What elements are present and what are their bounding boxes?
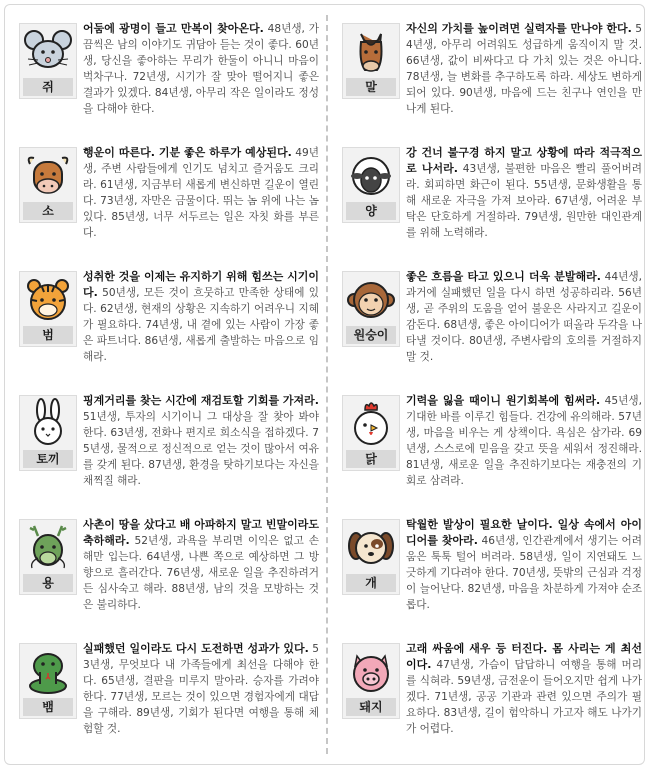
animal-label: 개 (346, 574, 396, 592)
fortune-card-tiger (19, 265, 319, 381)
horoscope-page (4, 4, 645, 765)
fortune-body: 47년생, 가슴이 답답하니 여행을 통해 머리를 식혀라. 59년생, 금전운이 들어오지만 쉽게 나가겠다. 71년생, 공공 기관과 관련 있으면 주의가 필요하다. 83년생, 길이 험악하니 가고자 해도 나가기가 어렵다. (406, 659, 642, 735)
fortune-text (342, 393, 642, 505)
fortune-text (19, 269, 319, 381)
animal-label: 말 (346, 78, 396, 96)
fortune-headline: 강 건너 불구경 하지 말고 상황에 따라 적극적으로 나서라. (406, 146, 642, 175)
fortune-headline: 탁월한 발상이 필요한 날이다. 일상 속에서 아이디어를 찾아라. (406, 518, 642, 547)
fortune-headline: 행운이 따른다. 기분 좋은 하루가 예상된다. (83, 146, 292, 159)
fortune-card-ox (19, 141, 319, 257)
animal-label: 원숭이 (346, 326, 396, 344)
animal-label: 돼지 (346, 698, 396, 716)
fortune-text (19, 145, 319, 257)
fortune-body: 51년생, 투자의 시기이니 그 대상을 잘 찾아 봐야 한다. 63년생, 전화나 편지로 희소식을 접하겠다. 75년생, 물적으로 정신적으로 얻는 것이 많아서 여유를 갖게 된다. 87년생, 환경을 탓하기보다는 자신을 채찍질 해라. (83, 411, 319, 487)
animal-label: 범 (23, 326, 73, 344)
fortune-body: 52년생, 과욕을 부리면 이익은 없고 손해만 입는다. 64년생, 나쁜 쪽으로 예상하면 그 방향으로 흘러간다. 76년생, 새로운 일을 추진하려거든 심사숙고 해라. 88년생, 남의 것을 모방하는 것은 불리하다. (83, 535, 319, 611)
fortune-body: 48년생, 가끔씩은 남의 이야기도 귀담아 듣는 것이 좋다. 60년생, 당신을 좋아하는 무리가 한둘이 아니니 마음이 벅차구나. 72년생, 시기가 잘 맞아 떨어지니 좋은 결과가 있겠다. 84년생, 아무리 작은 일이라도 정성을 다해야 한다. (83, 23, 319, 115)
fortune-card-dog (342, 513, 642, 629)
fortune-headline: 사촌이 땅을 샀다고 배 아파하지 말고 빈말이라도 축하해라. (83, 518, 319, 547)
animal-label: 소 (23, 202, 73, 220)
fortune-headline: 자신의 가치를 높이려면 실력자를 만나야 한다. (406, 22, 632, 35)
fortune-card-rooster (342, 389, 642, 505)
animal-label: 용 (23, 574, 73, 592)
fortune-body: 49년생, 주변 사람들에게 인기도 넘치고 즐거움도 크리라. 61년생, 지금부터 새롭게 변신하면 길운이 열린다. 73년생, 자만은 금물이다. 뛰는 놈 위에 나는 놈 있다. 85년생, 너무 서두르는 일은 자칫 화를 부른다. (83, 147, 319, 239)
fortune-headline: 실패했던 일이라도 다시 도전하면 성과가 있다. (83, 642, 309, 655)
fortune-text (342, 641, 642, 753)
fortune-headline: 핑계거리를 찾는 시간에 재검토할 기회를 가져라. (83, 394, 319, 407)
fortune-card-monkey (342, 265, 642, 381)
animal-label: 양 (346, 202, 396, 220)
column-divider (326, 15, 328, 754)
fortune-headline: 기력을 잃을 때이니 원기회복에 힘써라. (406, 394, 601, 407)
fortune-card-sheep (342, 141, 642, 257)
fortune-card-rabbit (19, 389, 319, 505)
fortune-body: 50년생, 모든 것이 흐뭇하고 만족한 상태에 있다. 62년생, 현재의 상황은 지속하기 어려우니 지혜가 필요하다. 74년생, 내 곁에 있는 사람이 가장 좋은 파트너다. 86년생, 새롭게 출발하는 마음으로 임해라. (83, 287, 319, 363)
fortune-card-rat (19, 17, 319, 133)
fortune-headline: 어둠에 광명이 들고 만복이 찾아온다. (83, 22, 264, 35)
fortune-text (19, 21, 319, 133)
fortune-text (19, 641, 319, 753)
fortune-body: 53년생, 무엇보다 내 가족들에게 최선을 다해야 한다. 65년생, 결판을 미루지 말아라. 승자를 가려야 한다. 77년생, 모르는 것이 있으면 경험자에게 대답을 구해라. 89년생, 기회가 된다면 여행을 통해 체험할 것. (83, 643, 319, 735)
fortune-card-snake (19, 637, 319, 753)
fortune-body: 54년생, 아무리 어려워도 성급하게 움직이지 말 것. 66년생, 값이 비싸다고 다 가치 있는 것은 아니다. 78년생, 늘 변화를 추구하도록 하라. 세상도 변하게 되어 있다. 90년생, 마음에 드는 친구나 연인을 만나게 된다. (406, 23, 642, 115)
fortune-text (342, 21, 642, 133)
fortune-body: 43년생, 불편한 마음은 빨리 풀어버려라. 회피하면 화근이 된다. 55년생, 문화생활을 통해 새로운 자극을 가져 보아라. 67년생, 어려운 부탁은 단호하게 거절하라. 79년생, 원만한 대인관계를 위해 노력해라. (406, 163, 642, 239)
fortune-headline: 성취한 것을 이제는 유지하기 위해 힘쓰는 시기이다. (83, 270, 319, 299)
fortune-text (342, 269, 642, 381)
fortune-text (342, 517, 642, 629)
fortune-text (19, 517, 319, 629)
animal-label: 토끼 (23, 450, 73, 468)
fortune-body: 46년생, 인간관계에서 생기는 어려움은 툭툭 털어 버려라. 58년생, 일이 지연돼도 느긋하게 기다려야 한다. 70년생, 뜻밖의 근심과 걱정이 늘어난다. 82년생, 마음을 차분하게 가져야 순조롭다. (406, 535, 642, 611)
animal-label: 뱀 (23, 698, 73, 716)
animal-label: 닭 (346, 450, 396, 468)
fortune-body: 44년생, 과거에 실패했던 일을 다시 하면 성공하리라. 56년생, 곧 주위의 도움을 얻어 불운은 사라지고 길운이 감돈다. 68년생, 좋은 아이디어가 떠올라 두각을 나타낼 것이다. 80년생, 주변사람의 호의를 거절하지 말 것. (406, 271, 642, 363)
fortune-headline: 고래 싸움에 새우 등 터진다. 몸 사리는 게 최선이다. (406, 642, 642, 671)
fortune-body: 45년생, 기대한 바를 이루긴 힘들다. 건강에 유의해라. 57년생, 마음을 비우는 게 상책이다. 욕심은 삼가라. 69년생, 스스로에 믿음을 갖고 뜻을 세워서 정진해라. 81년생, 새로운 일을 추진하기보다는 재충전의 기회로 삼려라. (406, 395, 642, 487)
fortune-card-horse (342, 17, 642, 133)
fortune-text (19, 393, 319, 505)
fortune-card-dragon (19, 513, 319, 629)
fortune-card-pig (342, 637, 642, 753)
fortune-text (342, 145, 642, 257)
fortune-headline: 좋은 흐름을 타고 있으니 더욱 분발해라. (406, 270, 601, 283)
animal-label: 쥐 (23, 78, 73, 96)
